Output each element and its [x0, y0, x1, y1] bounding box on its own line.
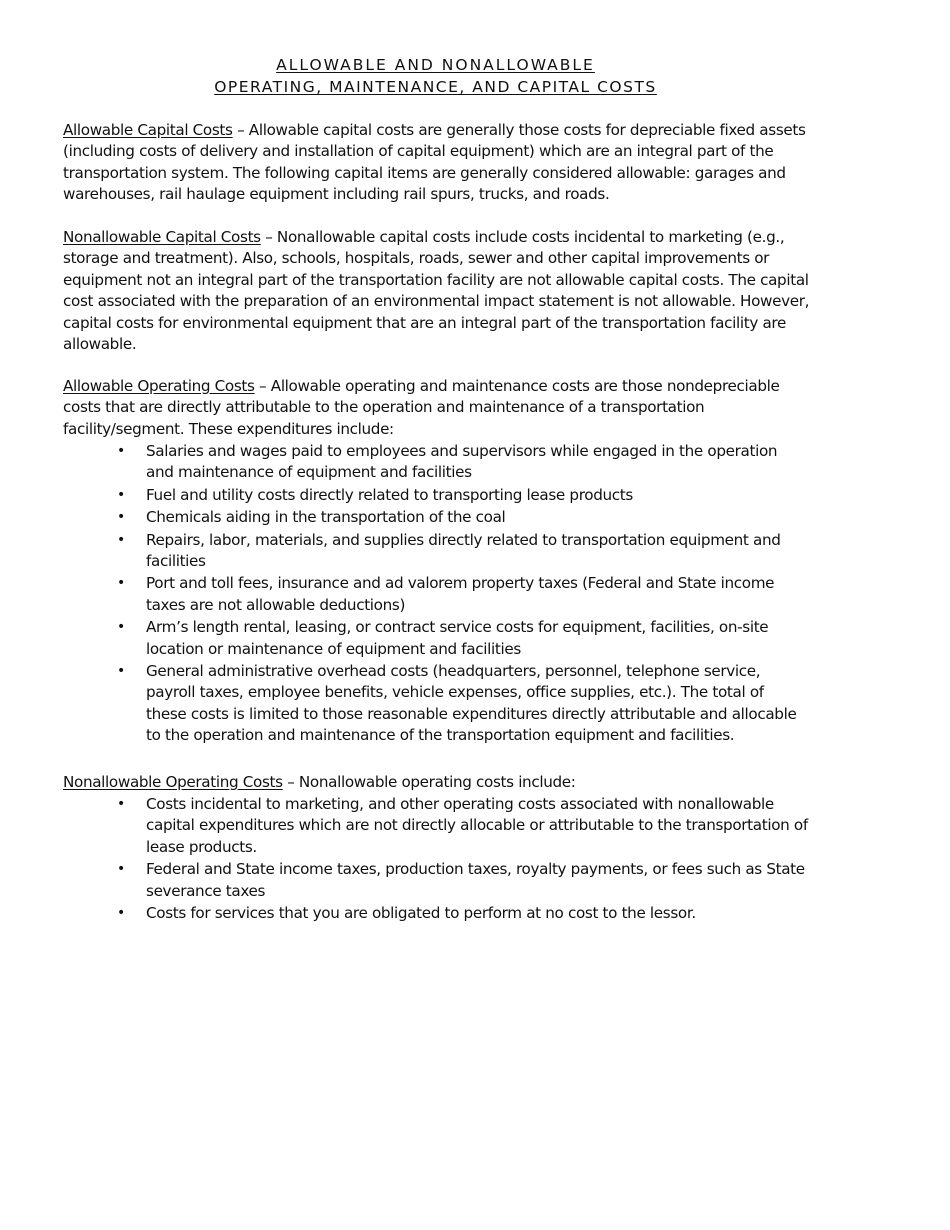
- bullet-icon: •: [117, 531, 125, 548]
- allowable-capital-costs-text: – Allowable capital costs are generally those costs for depreciable fixed assets (including costs of delivery and installation of capital equipment) which are an integral part of the transportation system. The following capital items are generally considered allowable: garages and warehouses, rail haulage equipment including rail spurs, trucks, and roads.: [63, 121, 806, 204]
- allowable-operating-costs-list: [117, 441, 797, 748]
- list-item: [117, 903, 817, 924]
- list-item-text: Fuel and utility costs directly related to transporting lease products: [146, 485, 633, 504]
- list-item-text: Federal and State income taxes, production taxes, royalty payments, or fees such as State severance taxes: [146, 860, 805, 900]
- document-title-line-1: ALLOWABLE AND NONALLOWABLE: [276, 56, 595, 74]
- list-item: [117, 573, 797, 616]
- list-item: [117, 661, 797, 747]
- bullet-icon: •: [117, 509, 125, 526]
- list-item-text: Port and toll fees, insurance and ad valorem property taxes (Federal and State income taxes are not allowable deductions): [146, 574, 775, 614]
- list-item-text: Arm’s length rental, leasing, or contract service costs for equipment, facilities, on-site location or maintenance of equipment and facilities: [146, 618, 769, 658]
- list-item-text: Chemicals aiding in the transportation of the coal: [146, 508, 506, 527]
- list-item-text: Costs incidental to marketing, and other operating costs associated with nonallowable capital expenditures which are not directly allocable or attributable to the transportation of lease products.: [146, 795, 808, 856]
- nonallowable-capital-costs-paragraph: [63, 227, 823, 355]
- bullet-icon: •: [117, 575, 125, 592]
- list-item: [117, 530, 797, 573]
- list-item-text: General administrative overhead costs (headquarters, personnel, telephone service, payroll taxes, employee benefits, vehicle expenses, office supplies, etc.). The total of these costs is limited to those reasonable expenditures directly attributable and allocable to the operation and maintenance of the transportation equipment and facilities.: [146, 662, 797, 745]
- bullet-icon: •: [117, 905, 125, 922]
- allowable-operating-costs-paragraph: [63, 376, 818, 440]
- list-item: [117, 859, 817, 902]
- list-item: [117, 485, 797, 506]
- bullet-icon: •: [117, 861, 125, 878]
- nonallowable-capital-costs-text: – Nonallowable capital costs include costs incidental to marketing (e.g., storage and treatment). Also, schools, hospitals, roads, sewer and other capital improvements or equipment not an integral part of the transportation facility are not allowable capital costs. The capital cost associated with the preparation of an environmental impact statement is not allowable. However, capital costs for environmental equipment that are an integral part of the transportation facility are allowable.: [63, 228, 810, 354]
- bullet-icon: •: [117, 663, 125, 680]
- list-item: [117, 441, 797, 484]
- list-item: [117, 617, 797, 660]
- list-item-text: Costs for services that you are obligated to perform at no cost to the lessor.: [146, 904, 696, 923]
- document-title-line-2: OPERATING, MAINTENANCE, AND CAPITAL COSTS: [214, 78, 657, 96]
- allowable-capital-costs-heading: Allowable Capital Costs: [63, 121, 233, 139]
- bullet-icon: •: [117, 796, 125, 812]
- list-item-text: Salaries and wages paid to employees and supervisors while engaged in the operation and maintenance of equipment and facilities: [146, 442, 778, 482]
- bullet-icon: •: [117, 443, 125, 459]
- nonallowable-operating-costs-list: [117, 794, 817, 925]
- allowable-operating-costs-heading: Allowable Operating Costs: [63, 377, 255, 395]
- bullet-icon: •: [117, 619, 125, 636]
- nonallowable-operating-costs-heading: Nonallowable Operating Costs: [63, 773, 283, 791]
- list-item: [117, 794, 817, 858]
- list-item-text: Repairs, labor, materials, and supplies directly related to transportation equipment and facilities: [146, 530, 781, 571]
- list-item: [117, 507, 797, 528]
- bullet-icon: •: [117, 486, 125, 503]
- allowable-capital-costs-paragraph: [63, 120, 813, 206]
- nonallowable-operating-costs-paragraph: [63, 772, 818, 793]
- allowable-operating-costs-text: – Allowable operating and maintenance costs are those nondepreciable costs that are directly attributable to the operation and maintenance of a transportation facility/segment. These expenditures include:: [63, 377, 780, 438]
- nonallowable-capital-costs-heading: Nonallowable Capital Costs: [63, 228, 261, 246]
- nonallowable-operating-costs-text: – Nonallowable operating costs include:: [282, 773, 576, 791]
